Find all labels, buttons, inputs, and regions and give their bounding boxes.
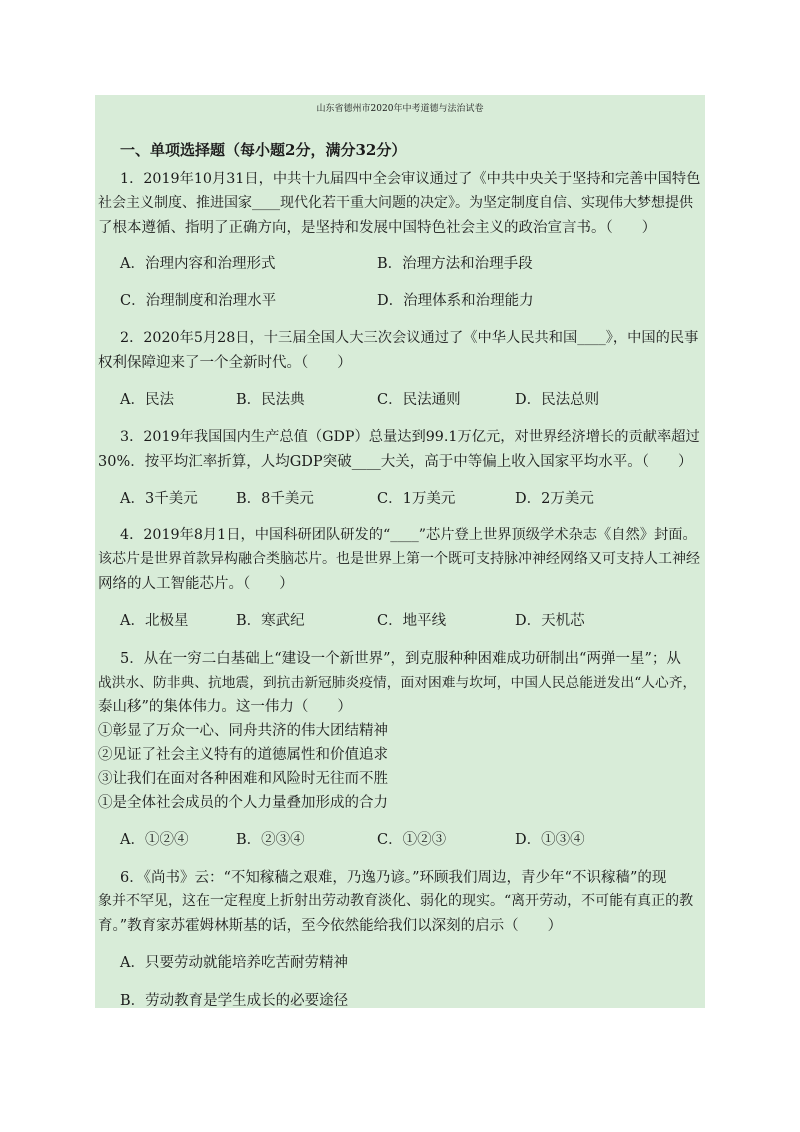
question-1-option-d: D．治理体系和治理能力: [377, 293, 534, 309]
question-5-option-c: C．①②③: [377, 832, 447, 848]
exam-title: 山东省德州市2020年中考道德与法治试卷: [316, 104, 484, 114]
question-3-option-c: C．1万美元: [377, 491, 456, 507]
question-6-line-1: 6．《尚书》云：“不知稼穑之艰难，乃逸乃谚。”环顾我们周边，青少年“不识稼穑”的现: [120, 870, 667, 886]
exam-page: [95, 95, 705, 1008]
question-6-line-3: 育。”教育家苏霍姆林斯基的话，至今依然能给我们以深刻的启示（ ）: [98, 918, 563, 934]
question-2-option-a: A．民法: [120, 392, 174, 408]
question-5-statement-1: ①彰显了万众一心、同舟共济的伟大团结精神: [98, 723, 388, 739]
question-2-line-1: 2．2020年5月28日，十三届全国人大三次会议通过了《中华人民共和国____》，中国的民事: [120, 330, 699, 346]
question-5-option-a: A．①②④: [120, 832, 189, 848]
question-3-option-a: A．3千美元: [120, 491, 198, 507]
question-4-line-1: 4．2019年8月1日，中国科研团队研发的“____”芯片登上世界顶级学术杂志《自然》封面。: [120, 527, 697, 543]
question-5-statement-4: ①是全体社会成员的个人力量叠加形成的合力: [98, 795, 388, 811]
question-4-line-3: 网络的人工智能芯片。（ ）: [98, 576, 294, 592]
question-1-line-2: 社会主义制度、推进国家____现代化若干重大问题的决定》。为坚定制度自信、实现伟大梦想提供: [98, 195, 693, 211]
question-4-option-a: A．北极星: [120, 613, 189, 629]
question-4-line-2: 该芯片是世界首款异构融合类脑芯片。也是世界上第一个既可支持脉冲神经网络又可支持人工神经: [98, 551, 700, 567]
question-1-option-a: A．治理内容和治理形式: [120, 256, 276, 272]
question-1-option-c: C．治理制度和治理水平: [120, 293, 277, 309]
question-3-line-1: 3．2019年我国国内生产总值（GDP）总量达到99.1万亿元，对世界经济增长的贡献率超过: [120, 429, 700, 445]
question-3-option-b: B．8千美元: [236, 491, 314, 507]
question-5-line-1: 5．从在一穷二白基础上“建设一个新世界”，到克服种种困难成功研制出“两弹一星”；从: [120, 651, 681, 667]
question-5-statement-2: ②见证了社会主义特有的道德属性和价值追求: [98, 747, 388, 763]
question-2-option-d: D．民法总则: [515, 392, 600, 408]
question-4-option-c: C．地平线: [377, 613, 447, 629]
question-1-line-1: 1．2019年10月31日，中共十九届四中全会审议通过了《中共中央关于坚持和完善中国特色: [120, 171, 701, 187]
question-1-option-b: B．治理方法和治理手段: [377, 256, 533, 272]
question-1-line-3: 了根本遵循、指明了正确方向，是坚持和发展中国特色社会主义的政治宣言书。（ ）: [98, 220, 657, 236]
question-5-option-d: D．①③④: [515, 832, 585, 848]
question-6-option-b: B．劳动教育是学生成长的必要途径: [120, 993, 349, 1009]
question-5-statement-3: ③让我们在面对各种困难和风险时无往而不胜: [98, 771, 388, 787]
question-6-line-2: 象并不罕见，这在一定程度上折射出劳动教育淡化、弱化的现实。“离开劳动，不可能有真正的教: [98, 893, 694, 909]
question-2-option-b: B．民法典: [236, 392, 305, 408]
question-3-line-2: 30%．按平均汇率折算，人均GDP突破____大关，高于中等偏上收入国家平均水平。（ ）: [98, 454, 693, 470]
question-4-option-b: B．寒武纪: [236, 613, 305, 629]
question-5-option-b: B．②③④: [236, 832, 305, 848]
question-3-option-d: D．2万美元: [515, 491, 594, 507]
question-6-option-a: A．只要劳动就能培养吃苦耐劳精神: [120, 955, 348, 971]
question-5-line-2: 战洪水、防非典、抗地震，到抗击新冠肺炎疫情，面对困难与坎坷，中国人民总能迸发出“人心齐，: [98, 675, 697, 691]
section-heading: 一、单项选择题（每小题2分，满分32分）: [120, 141, 407, 159]
question-5-line-3: 泰山移”的集体伟力。这一伟力（ ）: [98, 699, 352, 715]
question-4-option-d: D．天机芯: [515, 613, 585, 629]
question-2-option-c: C．民法通则: [377, 392, 461, 408]
question-2-line-2: 权利保障迎来了一个全新时代。（ ）: [98, 355, 352, 371]
